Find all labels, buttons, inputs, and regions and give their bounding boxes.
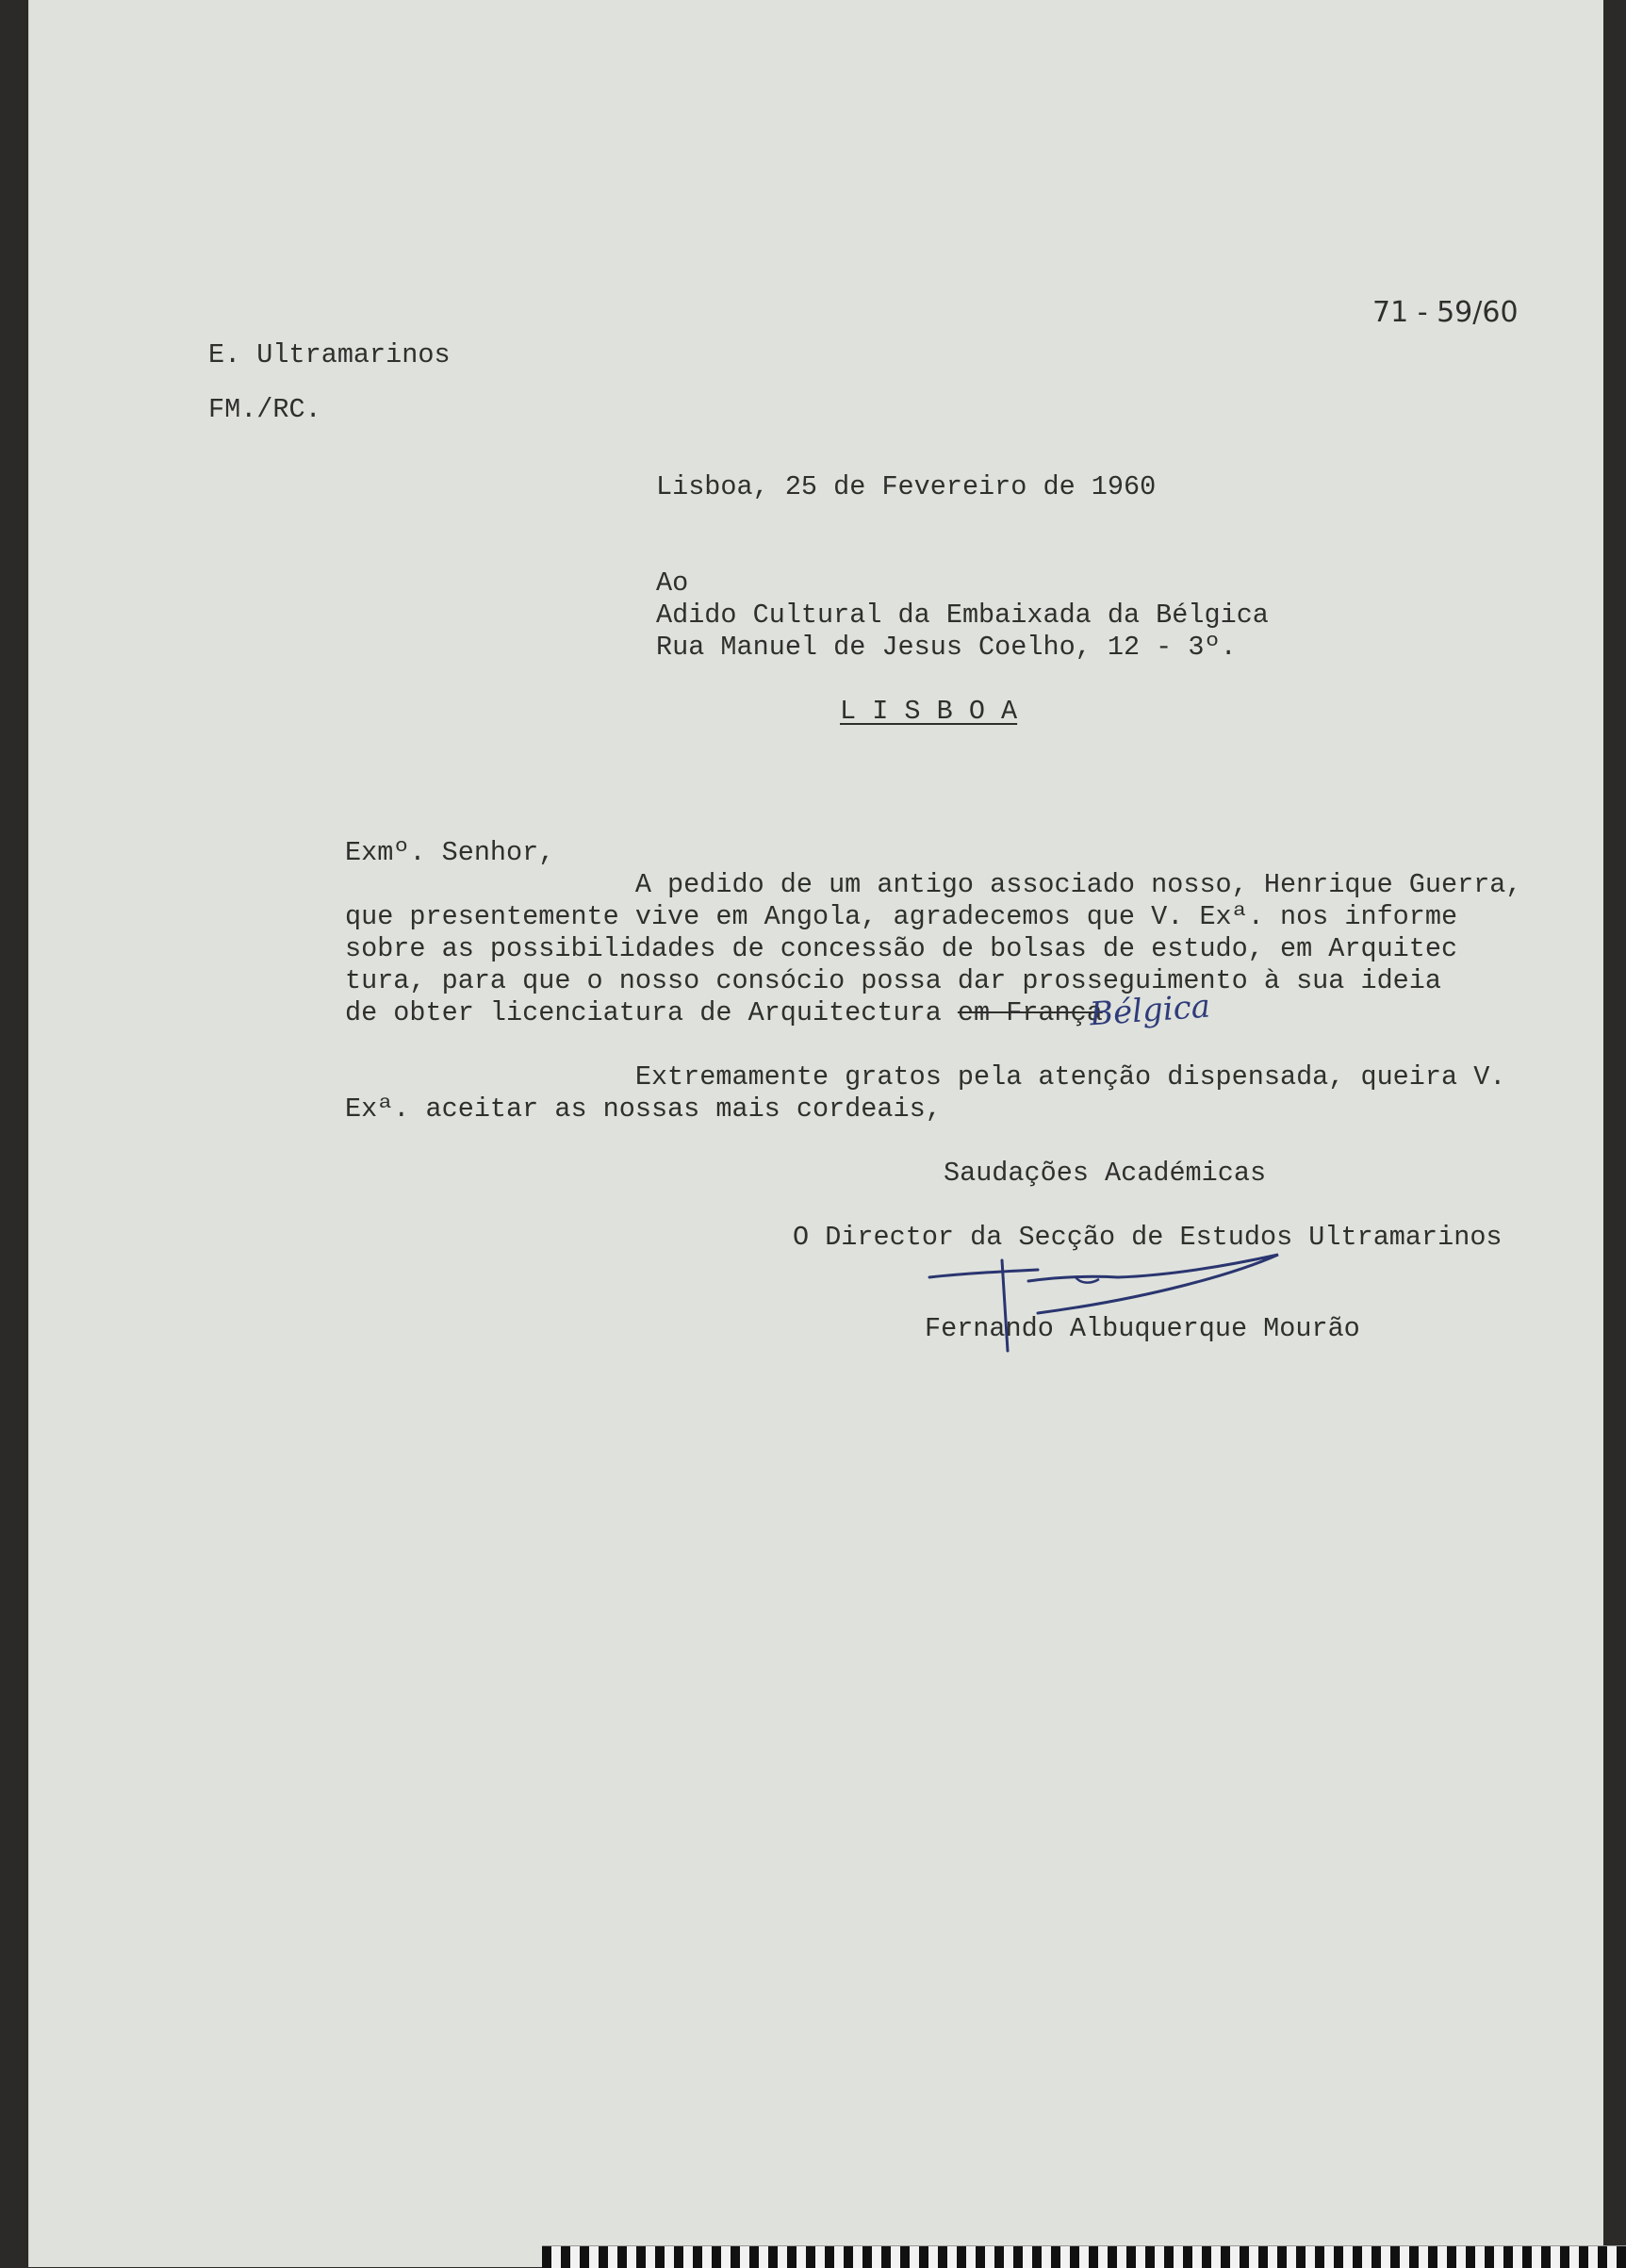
recipient-city: L I S B O A <box>840 696 1018 727</box>
body-line: A pedido de um antigo associado nosso, Henrique Guerra, <box>345 869 1522 900</box>
closing: Saudações Académicas <box>944 1158 1267 1189</box>
salutation: Exmº. Senhor, <box>345 837 555 868</box>
body-line: tura, para que o nosso consócio possa dar prosseguimento à sua ideia <box>345 965 1441 996</box>
scale-ruler <box>542 2245 1626 2268</box>
sender-department: E. Ultramarinos <box>208 339 451 370</box>
typist-initials: FM./RC. <box>208 394 321 425</box>
handwritten-signature <box>925 1249 1321 1362</box>
body-line: Extremamente gratos pela atenção dispensada, queira V. <box>345 1061 1506 1093</box>
signatory-title: O Director da Secção de Estudos Ultramarinos <box>793 1222 1503 1253</box>
body-line-last <box>345 997 1103 1029</box>
body-line: que presentemente vive em Angola, agradecemos que V. Exª. nos informe <box>345 901 1458 932</box>
document-page <box>28 0 1603 2267</box>
body-line: Exª. aceitar as nossas mais cordeais, <box>345 1093 942 1125</box>
reference-number: 71 - 59/60 <box>1372 296 1519 329</box>
recipient-line-3: Rua Manuel de Jesus Coelho, 12 - 3º. <box>656 632 1237 663</box>
struck-text: em França <box>957 997 1103 1028</box>
body-line-prefix: de obter licenciatura de Arquitectura <box>345 997 958 1028</box>
handwritten-correction: Bélgica <box>1088 987 1212 1034</box>
place-date: Lisboa, 25 de Fevereiro de 1960 <box>656 471 1157 502</box>
recipient-line-1: Ao <box>656 567 689 599</box>
body-line: sobre as possibilidades de concessão de bolsas de estudo, em Arquitec <box>345 933 1458 964</box>
recipient-line-2: Adido Cultural da Embaixada da Bélgica <box>656 600 1269 631</box>
signatory-name: Fernando Albuquerque Mourão <box>925 1313 1360 1344</box>
